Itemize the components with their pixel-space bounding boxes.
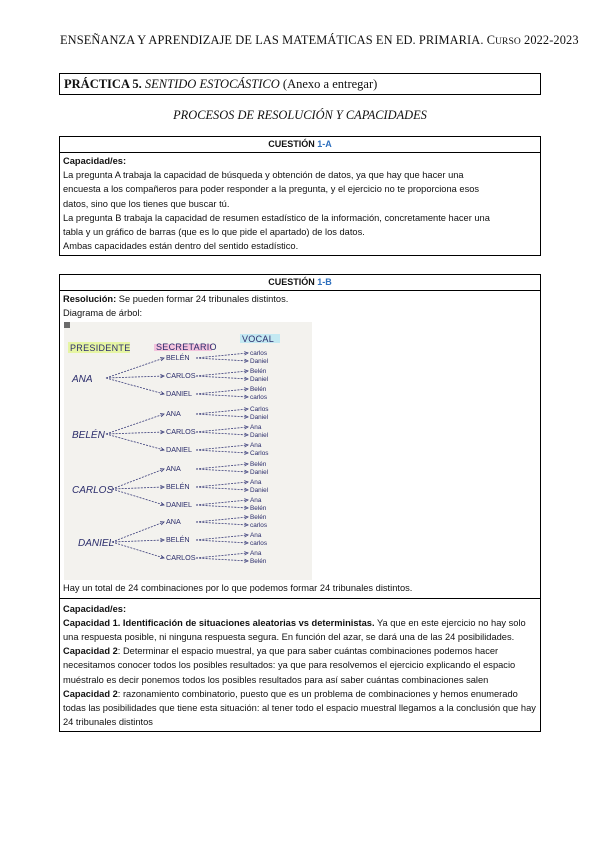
tree-vocal: Daniel <box>250 432 269 440</box>
tree-vocal: Daniel <box>250 469 269 477</box>
capacidad-3-text: : razonamiento combinatorio, puesto que es un problema de combinaciones y hemos enumerado todas las posibilidades que tiene esta situación: al tener todo el espacio muestral llegamos a la conclusión que hay 24 tribunales distintos <box>63 688 536 728</box>
cuestion-1a-box <box>59 136 541 256</box>
header-curso: URSO <box>495 37 521 47</box>
capacidad-label: Capacidad/es: <box>63 603 127 614</box>
tree-secretary: ANA <box>166 409 181 419</box>
text-line: tabla y un gráfico de barras (que es lo que pide el apartado) de los datos. <box>63 227 365 238</box>
cuestion-1b-title: CUESTIÓN <box>268 277 318 287</box>
tree-president: ANA <box>72 374 93 386</box>
cuestion-1a-number: 1-A <box>317 139 332 149</box>
cuestion-1b-box <box>59 274 541 732</box>
tree-vocal: Belén <box>250 558 267 566</box>
cuestion-1b-body <box>60 291 540 598</box>
tree-secretary: DANIEL <box>166 500 192 510</box>
tree-vocal: Daniel <box>250 487 269 495</box>
text-line: La pregunta A trabaja la capacidad de búsqueda y obtención de datos, ya que hay que hacer una <box>63 170 464 181</box>
tree-president: CARLOS <box>72 485 114 497</box>
resolucion-line <box>63 292 537 306</box>
capacidad-1-label: Capacidad 1. Identificación de situaciones aleatorias vs deterministas. <box>63 617 375 628</box>
capacidad-3-label: Capacidad 2 <box>63 688 118 699</box>
capacidad-1 <box>63 616 537 644</box>
tree-vocal: Daniel <box>250 358 269 366</box>
capacidad-2-label: Capacidad 2 <box>63 646 118 657</box>
tree-vocal: Daniel <box>250 376 269 384</box>
tree-vocal: Belén <box>250 386 267 394</box>
capacidad-3 <box>63 687 537 730</box>
conclusion-text: Hay un total de 24 combinaciones por lo que podemos formar 24 tribunales distintos. <box>63 583 413 594</box>
resolucion-text: Se pueden formar 24 tribunales distintos. <box>116 294 289 304</box>
text-line: encuesta a los compañeros para poder responder a la pregunta, y el ejercicio no te proporciona esos <box>63 184 480 195</box>
tree-vocal: Belén <box>250 368 267 376</box>
tree-secretary: BELÉN <box>166 535 190 545</box>
tree-secretary: DANIEL <box>166 389 192 399</box>
tree-secretary: CARLOS <box>166 371 196 381</box>
tree-diagram-image <box>64 322 312 580</box>
tree-secretary: ANA <box>166 517 181 527</box>
tree-vocal: Carlos <box>250 406 269 414</box>
cuestion-1b-number: 1-B <box>317 277 332 287</box>
header-title: ENSEÑANZA Y APRENDIZAJE DE LAS MATEMÁTICAS EN ED. PRIMARIA. C <box>60 33 496 47</box>
tree-secretary: BELÉN <box>166 353 190 363</box>
tree-vocal: Ana <box>250 497 262 505</box>
practica-note: (Anexo a entregar) <box>282 77 378 91</box>
document-header <box>60 33 579 48</box>
diagram-label: Diagrama de árbol: <box>63 308 143 319</box>
capacidad-label: Capacidad/es: <box>63 156 127 166</box>
tree-vocal: Carlos <box>250 450 269 458</box>
tree-vocal: carlos <box>250 394 268 402</box>
resolucion-label: Resolución: <box>63 294 117 304</box>
section-subtitle: PROCESOS DE RESOLUCIÓN Y CAPACIDADES <box>173 108 427 122</box>
cuestion-1a-title: CUESTIÓN <box>268 139 318 149</box>
tree-secretary: CARLOS <box>166 427 196 437</box>
header-presidente: PRESIDENTE <box>70 343 131 354</box>
tree-secretary: ANA <box>166 464 181 474</box>
capacidad-2 <box>63 644 537 687</box>
tree-vocal: carlos <box>250 350 268 358</box>
practica-title-box <box>59 73 541 95</box>
tree-vocal: Ana <box>250 550 262 558</box>
cuestion-1b-heading <box>60 275 540 291</box>
corner-mark <box>64 322 70 328</box>
text-line: datos, sino que los tienes que buscar tú. <box>63 198 230 209</box>
text-line: La pregunta B trabaja la capacidad de resumen estadístico de la información, concretamente hacer una <box>63 212 490 223</box>
practica-label: PRÁCTICA 5. <box>64 77 142 91</box>
tree-vocal: carlos <box>250 540 268 548</box>
header-year: 2022-2023 <box>520 33 579 47</box>
tree-vocal: carlos <box>250 522 268 530</box>
tree-president: DANIEL <box>78 538 115 550</box>
tree-secretary: BELÉN <box>166 482 190 492</box>
cuestion-1a-body <box>60 153 540 255</box>
tree-vocal: Daniel <box>250 414 269 422</box>
tree-vocal: Belén <box>250 514 267 522</box>
header-vocal: VOCAL <box>242 334 275 345</box>
practica-topic: SENTIDO ESTOCÁSTICO <box>144 77 280 91</box>
tree-secretary: CARLOS <box>166 553 196 563</box>
header-secretario: SECRETARIO <box>156 342 217 353</box>
tree-vocal: Ana <box>250 442 262 450</box>
capacidades-section <box>60 598 540 732</box>
capacidad-2-text: : Determinar el espacio muestral, ya que para saber cuántas combinaciones podemos hacer necesitamos conocer todos los posibles resultados: ya que para resolvemos el ejercicio explicando el espacio muéstralo es decir ponemos todos los posibles resultados para así saber cuántas combinaciones salen <box>63 646 516 685</box>
cuestion-1a-heading <box>60 137 540 153</box>
tree-president: BELÉN <box>72 430 105 442</box>
tree-vocal: Belén <box>250 505 267 513</box>
tree-vocal: Ana <box>250 424 262 432</box>
tree-vocal: Ana <box>250 479 262 487</box>
tree-vocal: Belén <box>250 461 267 469</box>
tree-vocal: Ana <box>250 532 262 540</box>
capacidad-1-text: Ya que en este ejercicio no hay solo una respuesta posible, ni ninguna respuesta segura. En función del azar, se dará una de las 24 posibilidades. <box>63 617 526 643</box>
tree-secretary: DANIEL <box>166 445 192 455</box>
text-line: Ambas capacidades están dentro del sentido estadístico. <box>63 241 299 252</box>
